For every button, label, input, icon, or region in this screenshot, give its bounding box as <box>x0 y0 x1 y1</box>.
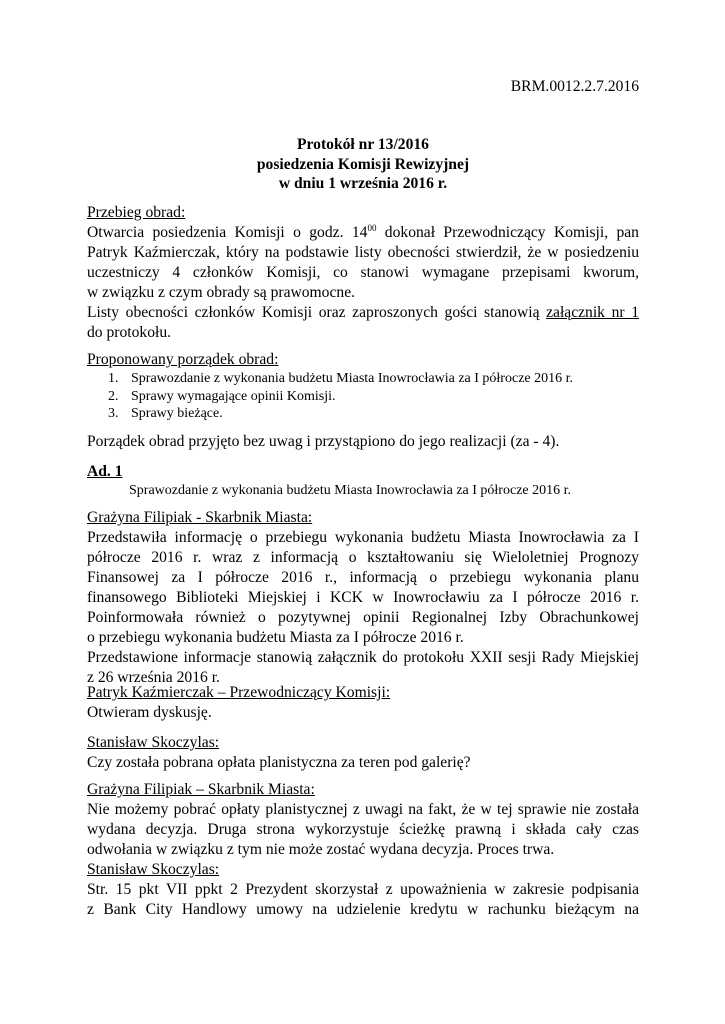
list-item: 3. Sprawy bieżące. <box>108 406 223 421</box>
ad1-heading: Ad. 1 <box>87 463 123 480</box>
title-line-date: w dniu 1 września 2016 r. <box>278 175 448 192</box>
statement-line: Nie możemy pobrać opłaty planistycznej z uwagi na fakt, że w tej sprawie nie została <box>87 801 639 818</box>
document-reference-number: BRM.0012.2.7.2016 <box>510 78 639 95</box>
statement-line: Przedstawione informacje stanowią załącznik do protokołu XXII sesji Rady Miejskiej <box>87 649 639 666</box>
agenda-accepted-note: Porządek obrad przyjęto bez uwag i przystąpiono do jego realizacji (za - 4). <box>87 433 560 450</box>
title-line-protocol: Protokół nr 13/2016 <box>297 136 429 153</box>
statement-skoczylas-1 <box>87 733 639 773</box>
speaker-name: Stanisław Skoczylas: <box>87 734 220 751</box>
attachment-1-reference: załącznik nr 1 <box>546 304 639 321</box>
ad1-subtitle: Sprawozdanie z wykonania budżetu Miasta Inowrocławia za I półrocze 2016 r. <box>129 483 572 498</box>
attendance-line: do protokołu. <box>87 324 172 341</box>
proceedings-line: Patryk Kaźmierczak, który na podstawie listy obecności stwierdził, że w posiedzeniu <box>87 244 639 261</box>
statement-treasurer-2 <box>87 780 639 860</box>
speaker-name: Grażyna Filipiak – Skarbnik Miasta: <box>87 781 315 798</box>
statement-line: Finansowej za I półrocze 2016 r., informacją o przebiegu wykonania planu <box>87 569 639 586</box>
statement-line: z 26 września 2016 r. <box>87 669 220 686</box>
statement-line: odwołania w związku z tym nie może zostać wydana decyzja. Proces trwa. <box>87 841 555 858</box>
title-line-committee: posiedzenia Komisji Rewizyjnej <box>256 155 470 173</box>
section-ad1 <box>87 462 639 500</box>
speaker-name: Stanisław Skoczylas: <box>87 861 220 878</box>
proceedings-line: uczestniczy 4 członków Komisji, co stanowi wymagane przepisami kworum, <box>87 264 639 281</box>
statement-line: z Bank City Handlowy umowy na udzielenie kredytu w rachunku bieżącym na <box>87 901 639 918</box>
statement-treasurer-1 <box>87 508 639 688</box>
statement-line: wydana decyzja. Druga strona wykorzystuje ścieżkę prawną i składa cały czas <box>87 821 639 838</box>
section-attendance <box>87 303 639 343</box>
document-page <box>87 0 639 1024</box>
statement-chairman <box>87 683 639 723</box>
statement-line: Poinformowała również o pozytywnej opinii Regionalnej Izby Obrachunkowej <box>87 609 639 626</box>
section-proceedings <box>87 203 639 303</box>
list-item: 1. Sprawozdanie z wykonania budżetu Miasta Inowrocławia za I półrocze 2016 r. <box>108 371 574 386</box>
speaker-name: Grażyna Filipiak - Skarbnik Miasta: <box>87 509 313 526</box>
statement-skoczylas-2 <box>87 860 639 920</box>
statement-line: Przedstawiła informację o przebiegu wykonania budżetu Miasta Inowrocławia za I <box>87 529 639 546</box>
list-item: 2. Sprawy wymagające opinii Komisji. <box>108 388 336 404</box>
statement-line: półrocze 2016 r. wraz z informacją o kształtowaniu się Wieloletniej Prognozy <box>87 549 639 566</box>
proceedings-line: Otwarcia posiedzenia Komisji o godz. $14^{00}$ dokonał Przewodniczący Komisji, pan <box>87 223 639 241</box>
attendance-line: Listy obecności członków Komisji oraz zaproszonych gości stanowią załącznik nr 1 <box>87 304 639 321</box>
proceedings-line: w związku z czym obrady są prawomocne. <box>87 284 356 301</box>
document-title <box>87 135 639 194</box>
speaker-name: Patryk Kaźmierczak – Przewodniczący Komisji: <box>87 684 391 701</box>
section-agenda <box>87 350 639 423</box>
proceedings-heading: Przebieg obrad: <box>87 204 186 221</box>
statement-line: Str. 15 pkt VII ppkt 2 Prezydent skorzystał z upoważnienia w zakresie podpisania <box>87 881 639 898</box>
statement-line: Czy została pobrana opłata planistyczna za teren pod galerię? <box>87 754 471 771</box>
statement-line: Otwieram dyskusję. <box>87 704 212 721</box>
agenda-list <box>87 370 639 423</box>
statement-line: finansowego Biblioteki Miejskiej i KCK w Inowrocławiu za I półrocze 2016 r. <box>87 589 639 606</box>
statement-line: o przebiegu wykonania budżetu Miasta za I półrocze 2016 r. <box>87 629 464 646</box>
agenda-heading: Proponowany porządek obrad: <box>87 351 279 368</box>
